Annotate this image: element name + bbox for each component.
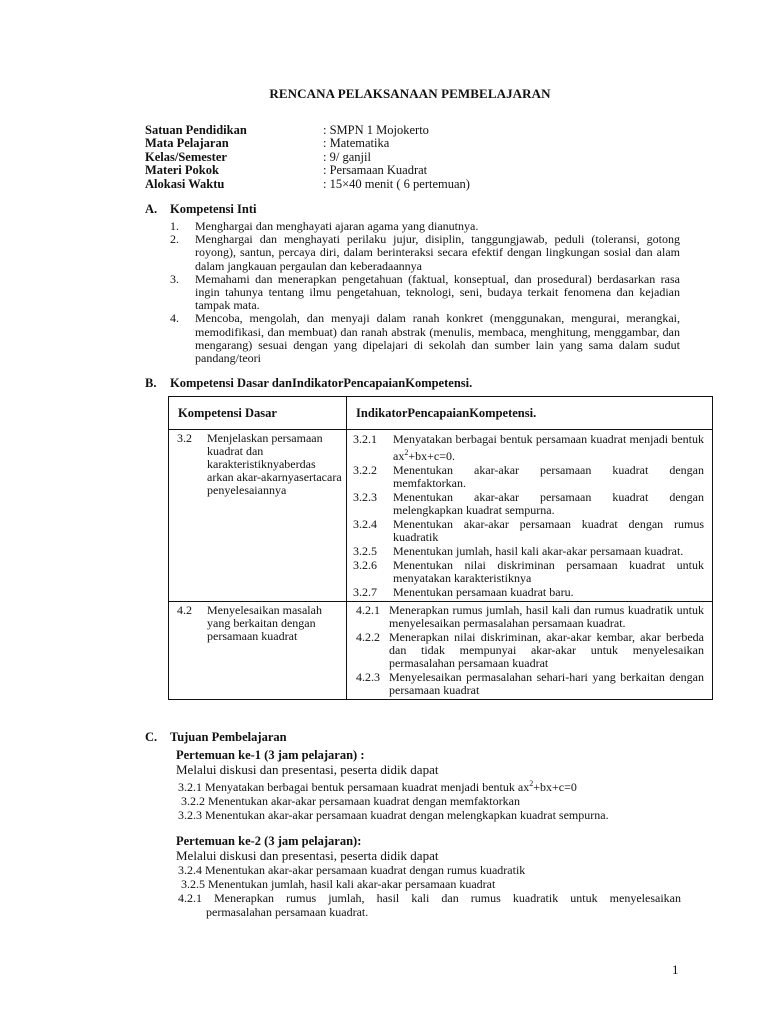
objective-item-continued: permasalahan persamaan kuadrat.	[206, 905, 369, 919]
indicator-text: +bx+c=0.	[408, 449, 455, 463]
indicator-number: 3.2.2	[353, 463, 377, 477]
identity-key: Mata Pelajaran	[145, 136, 229, 151]
indicator-item	[347, 670, 712, 697]
meeting-intro: Melalui diskusi dan presentasi, peserta didik dapat	[176, 762, 439, 777]
indicator-text: Menerapkan rumus jumlah, hasil kali dan rumus kuadratik untuk menyelesaikan permasalahan persamaan kuadrat.	[389, 603, 704, 630]
indicator-text: Menentukan nilai diskriminan persamaan kuadrat untuk menyatakan karakteristiknya	[393, 558, 704, 585]
indicator-number: 4.2.1	[356, 603, 380, 617]
indicator-item	[347, 544, 712, 558]
indicator-item	[347, 432, 712, 463]
indicator-text: Menentukan akar-akar persamaan kuadrat dengan rumus kuadratik	[393, 517, 704, 544]
indicator-text: Menyelesaikan permasalahan sehari-hari yang berkaitan dengan persamaan kuadrat	[389, 670, 704, 697]
section-b-heading	[145, 376, 472, 391]
identity-value: : Matematika	[323, 136, 390, 151]
kd-text: Menjelaskan persamaan kuadrat dan karakteristiknyaberdas arkan akar-akarnyasertacara penyelesaiannya	[207, 431, 342, 497]
indicator-number: 3.2.1	[353, 432, 377, 446]
identity-row	[145, 151, 470, 164]
kd-text: Menyelesaikan masalah yang berkaitan dengan persamaan kuadrat	[207, 603, 322, 643]
meeting-1	[176, 748, 681, 822]
identity-value: : Persamaan Kuadrat	[323, 163, 428, 178]
indicator-item	[347, 517, 712, 544]
indicator-number: 4.2.2	[356, 630, 380, 644]
competence-table	[168, 396, 713, 700]
identity-value: : 9/ ganjil	[323, 149, 371, 164]
item-number: 2.	[170, 232, 179, 247]
kd-number: 4.2	[177, 603, 192, 617]
indicator-text: Menentukan jumlah, hasil kali akar-akar persamaan kuadrat.	[393, 544, 684, 558]
meeting-2	[176, 834, 681, 919]
indicator-number: 3.2.3	[353, 490, 377, 504]
item-text: Menghargai dan menghayati ajaran agama yang dianutnya.	[195, 219, 479, 233]
section-letter: B.	[145, 376, 157, 390]
identity-key: Materi Pokok	[145, 163, 219, 178]
superscript: 2	[529, 779, 534, 788]
list-item	[170, 233, 680, 273]
objective-item: 3.2.5 Menentukan jumlah, hasil kali akar-akar persamaan kuadrat	[178, 877, 496, 891]
indicator-cell	[347, 430, 713, 602]
indicator-item	[347, 585, 712, 601]
indicator-number: 3.2.6	[353, 558, 377, 572]
section-title: Kompetensi Dasar danIndikatorPencapaianKompetensi.	[170, 376, 473, 390]
identity-row	[145, 137, 470, 150]
meeting-heading: Pertemuan ke-1 (3 jam pelajaran) :	[176, 748, 365, 762]
column-header-kd: Kompetensi Dasar	[169, 397, 347, 430]
indicator-number: 4.2.3	[356, 670, 380, 684]
item-number: 4.	[170, 311, 179, 326]
list-item	[170, 312, 680, 365]
objective-item	[176, 777, 681, 794]
identity-key: Alokasi Waktu	[145, 176, 225, 191]
kd-number: 3.2	[177, 431, 192, 445]
objective-item: 3.2.2 Menentukan akar-akar persamaan kuadrat dengan memfaktorkan	[178, 794, 520, 808]
identity-value: : SMPN 1 Mojokerto	[323, 123, 429, 137]
indicator-item	[347, 463, 712, 490]
indicator-cell	[347, 602, 713, 700]
item-text: Memahami dan menerapkan pengetahuan (faktual, konseptual, dan prosedural) berdasarkan rasa ingin tahunya tentang ilmu pengetahuan, teknologi, seni, budaya terkait fenomena dan kejadian tampak mata.	[195, 271, 680, 313]
indicator-item	[347, 630, 712, 670]
indicator-number: 3.2.5	[353, 544, 377, 558]
indicator-item	[347, 603, 712, 630]
objective-item: 3.2.3 Menentukan akar-akar persamaan kuadrat dengan melengkapkan kuadrat sempurna.	[178, 808, 609, 822]
column-header-indicator: IndikatorPencapaianKompetensi.	[347, 397, 713, 430]
section-c-heading	[145, 730, 287, 745]
objective-item: 4.2.1 Menerapkan rumus jumlah, hasil kali dan rumus kuadratik untuk menyelesaikan	[178, 891, 681, 905]
indicator-item	[347, 558, 712, 585]
identity-row	[145, 124, 470, 137]
table-row	[169, 430, 713, 602]
identity-value: : 15×40 menit ( 6 pertemuan)	[323, 176, 470, 191]
document-title: RENCANA PELAKSANAAN PEMBELAJARAN	[269, 86, 551, 101]
table-header-row	[169, 397, 713, 430]
item-text: Mencoba, mengolah, dan menyaji dalam ranah konkret (menggunakan, mengurai, merangkai, memodifikasi, dan membuat) dan ranah abstrak (menulis, membaca, menghitung, menggambar, dan mengarang) sesuai dengan yang dipelajari di sekolah dan sumber lain yang sama dalam sudut pandang/teori	[195, 311, 680, 366]
identity-key: Satuan Pendidikan	[145, 123, 247, 137]
core-competence-list	[170, 220, 680, 365]
superscript: 2	[404, 448, 409, 457]
identity-row	[145, 178, 470, 191]
indicator-number: 3.2.7	[353, 585, 377, 599]
section-title: Kompetensi Inti	[170, 202, 257, 216]
meeting-intro: Melalui diskusi dan presentasi, peserta didik dapat	[176, 848, 439, 863]
identity-key: Kelas/Semester	[145, 149, 227, 164]
table-row	[169, 602, 713, 700]
indicator-text: Menerapkan nilai diskriminan, akar-akar kembar, akar berbeda dan tidak mempunyai akar-akar untuk menyelesaikan permasalahan persamaan kuadrat	[389, 630, 704, 670]
indicator-number: 3.2.4	[353, 517, 377, 531]
kd-cell	[169, 602, 347, 700]
meeting-heading: Pertemuan ke-2 (3 jam pelajaran):	[176, 834, 362, 848]
indicator-text: Menentukan persamaan kuadrat baru.	[393, 585, 574, 599]
item-text: Menghargai dan menghayati perilaku jujur, disiplin, tanggungjawab, peduli (toleransi, gotong royong), santun, percaya diri, dalam berinteraksi secara efektif dengan lingkungan sosial dan alam dalam jangkauan pergaulan dan keberadaannya	[195, 232, 680, 273]
objective-text: +bx+c=0	[533, 780, 577, 794]
page-number: 1	[672, 962, 679, 977]
indicator-text: Menyatakan berbagai bentuk persamaan kuadrat menjadi bentuk ax	[393, 432, 704, 463]
section-letter: C.	[145, 730, 158, 744]
indicator-text: Menentukan akar-akar persamaan kuadrat dengan melengkapkan kuadrat sempurna.	[393, 490, 704, 517]
section-a-heading	[145, 202, 256, 217]
item-number: 3.	[170, 271, 179, 286]
section-title: Tujuan Pembelajaran	[170, 730, 287, 744]
indicator-item	[347, 490, 712, 517]
objective-item: 3.2.4 Menentukan akar-akar persamaan kuadrat dengan rumus kuadratik	[178, 863, 526, 877]
kd-cell	[169, 430, 347, 602]
section-letter: A.	[145, 202, 158, 216]
indicator-text: Menentukan akar-akar persamaan kuadrat dengan memfaktorkan.	[393, 463, 704, 490]
item-number: 1.	[170, 219, 179, 233]
objective-text: 3.2.1 Menyatakan berbagai bentuk persamaan kuadrat menjadi bentuk ax	[178, 780, 530, 794]
identity-block	[145, 124, 470, 191]
identity-row	[145, 164, 470, 177]
list-item	[170, 273, 680, 313]
